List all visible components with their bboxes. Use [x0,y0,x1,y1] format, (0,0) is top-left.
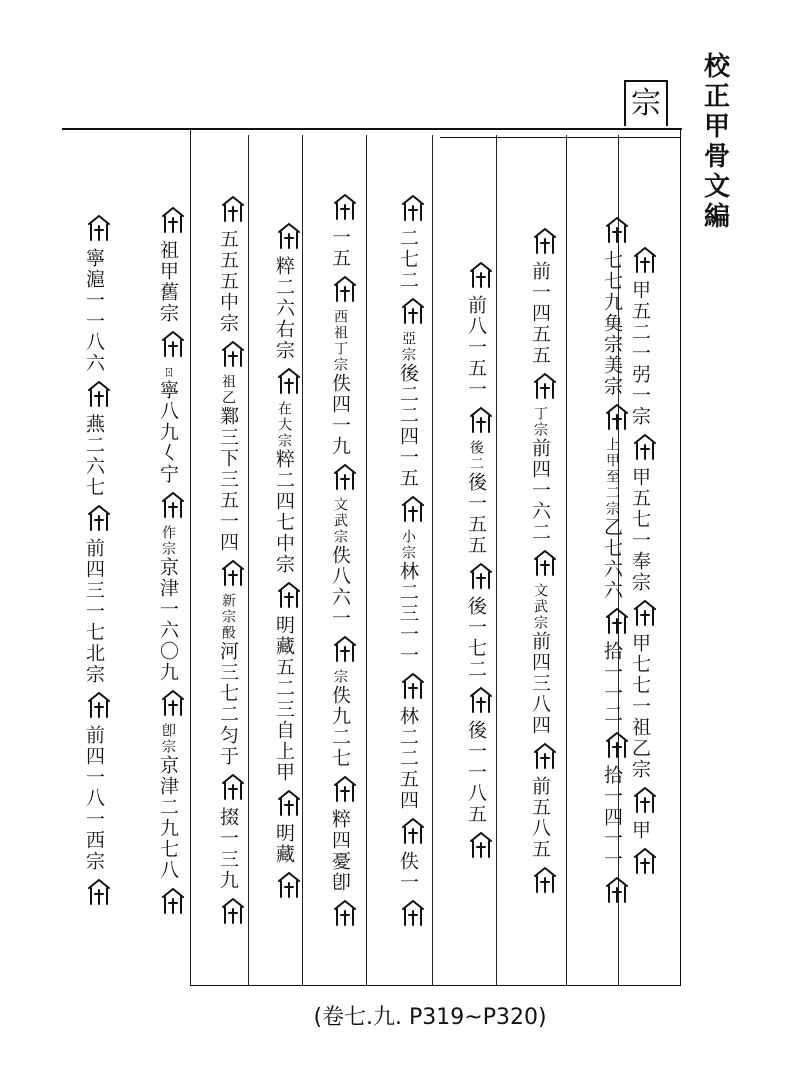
oracle-glyph-icon [632,246,658,274]
entry-column [590,140,630,980]
oracle-glyph-icon [220,195,246,223]
top-rule [62,128,682,130]
oracle-glyph-icon [468,686,494,714]
entry-text: 後二二四一五 [397,362,419,489]
entry-text: 甲五七一奉宗 [629,466,651,593]
entry-note: 祖乙 [220,374,236,406]
entry-text: 前四一六二 [529,437,551,543]
column-divider [190,135,191,985]
oracle-glyph-icon [468,406,494,434]
entry-text: 佚一 [397,850,419,893]
oracle-glyph-icon [400,297,426,325]
frame-bottom [190,985,680,986]
oracle-glyph-icon [276,871,302,899]
oracle-glyph-icon [86,691,112,719]
entry-note: 宗 [332,669,348,685]
entry-column [318,140,358,980]
entry-note: 卽宗 [160,722,176,755]
oracle-glyph-icon [532,372,558,400]
entry-column [206,140,246,980]
entry-note: 新宗酘 [220,593,236,641]
oracle-glyph-icon [468,261,494,289]
oracle-glyph-icon [400,194,426,222]
entry-note: 亞宗 [400,330,416,363]
entry-column [630,140,658,980]
oracle-glyph-icon [332,899,358,927]
entry-note: 西祖丁宗 [332,309,348,373]
oracle-glyph-icon [400,899,426,927]
entry-text: 甲七七一祖乙宗 [629,632,651,780]
oracle-glyph-icon [400,672,426,700]
oracle-glyph-icon [160,206,186,234]
oracle-glyph-icon [532,549,558,577]
oracle-glyph-icon [276,367,302,395]
oracle-glyph-icon [332,635,358,663]
oracle-glyph-icon [332,193,358,221]
head-character: 宗 [624,80,668,126]
oracle-glyph-icon [276,581,302,609]
entry-column [386,140,426,980]
entry-text: 明藏 [273,822,295,865]
entry-text: 明藏五二三自上甲 [273,614,295,783]
entry-text: 前四一八一西宗 [83,725,105,872]
entry-text: 粹四憂卽 [329,809,351,893]
oracle-glyph-icon [604,216,630,244]
entry-note: 在大宗 [276,400,292,449]
column-divider [432,135,433,985]
column-divider [496,135,497,985]
oracle-glyph-icon [632,599,658,627]
entry-text: 前五八五 [529,775,551,860]
entry-text: 拾一一二 [601,641,623,725]
oracle-glyph-icon [220,897,246,925]
entry-note: 上甲至二宗 [604,437,620,517]
oracle-glyph-icon [468,831,494,859]
oracle-glyph-icon [160,887,186,915]
column-divider [248,135,249,985]
oracle-glyph-icon [276,789,302,817]
oracle-glyph-icon [632,433,658,461]
oracle-glyph-icon [160,330,186,358]
entry-note: 文武宗 [532,582,548,631]
entry-note: 作宗 [160,524,176,557]
entry-text: 後一五五 [465,472,487,556]
oracle-glyph-icon [160,689,186,717]
entry-text: 甲五二一弜一宗 [629,279,651,427]
entry-note: 丁宗 [532,405,548,438]
oracle-glyph-icon [532,866,558,894]
entry-text: 七七九𩵋宗美宗 [601,250,623,397]
entry-text: 佚九二七 [329,685,351,769]
book-title: 校 正 甲 骨 文 編 [703,52,730,232]
top-rule-secondary [440,137,680,138]
entry-text: 拾一四一一 [601,765,623,870]
entry-text: 五五五中宗 [217,229,239,334]
entry-text: 前四三八四 [529,630,551,736]
entry-text: 一五 [329,227,351,269]
oracle-glyph-icon [220,340,246,368]
frame-right [680,128,681,986]
oracle-glyph-icon [220,773,246,801]
entry-text: 粹二六右宗 [273,255,295,361]
entry-note: ㄖ [160,363,176,380]
entry-text: 鄴三下三五一四 [217,406,239,553]
entry-text: 河三七二匀于 [217,641,239,767]
column-divider [366,135,367,985]
entry-text: 後一七二 [465,596,487,680]
entry-text: 掇一三九 [217,807,239,891]
oracle-glyph-icon [632,847,658,875]
oracle-glyph-icon [400,817,426,845]
oracle-glyph-icon [160,491,186,519]
entry-text: 寧八九𡿨宁 [157,379,179,485]
entry-text: 林二二五四 [397,705,419,811]
column-divider [302,135,303,985]
entry-note: 小宗 [400,528,416,561]
entry-text: 佚四一九 [329,373,351,457]
oracle-glyph-icon [332,275,358,303]
entry-text: 京津二九七八 [157,754,179,881]
entry-text: 二七二 [397,227,419,291]
entry-text: 前四三一七北宗 [83,538,105,685]
oracle-glyph-icon [604,731,630,759]
entry-column [84,140,112,980]
oracle-glyph-icon [86,878,112,906]
oracle-glyph-icon [400,495,426,523]
entry-text: 林二三一一 [397,560,419,666]
entry-text: 佚八六一 [329,545,351,629]
entry-text: 燕二六七 [83,414,105,498]
entry-text: 寧滬一一八六 [83,248,105,374]
entry-text: 前八一五一 [465,295,487,400]
oracle-glyph-icon [332,463,358,491]
oracle-glyph-icon [86,380,112,408]
oracle-glyph-icon [632,786,658,814]
entry-column [454,140,494,980]
entry-column [262,140,302,980]
entry-note: 後二 [468,440,484,472]
oracle-glyph-icon [220,559,246,587]
entry-note: 文武宗 [332,497,348,545]
entry-column [518,140,558,980]
entry-text: 前一四五五 [529,260,551,366]
oracle-glyph-icon [604,607,630,635]
oracle-glyph-icon [532,742,558,770]
entry-text: 粹二四七中宗 [273,448,295,575]
entry-text: 祖甲舊宗 [157,239,179,324]
oracle-glyph-icon [332,775,358,803]
entry-text: 甲 [629,819,651,841]
entry-text: 京津一六〇九 [157,556,179,683]
entry-text: 後一一八五 [465,720,487,825]
oracle-glyph-icon [86,214,112,242]
oracle-glyph-icon [532,227,558,255]
oracle-glyph-icon [468,562,494,590]
entry-text: 乙七六六 [601,517,623,601]
oracle-glyph-icon [276,222,302,250]
oracle-glyph-icon [604,403,630,431]
page-caption: (卷七.九. P319~P320) [313,1005,547,1030]
column-divider [566,135,567,985]
oracle-glyph-icon [86,504,112,532]
oracle-glyph-icon [604,876,630,904]
entry-column [146,140,186,980]
